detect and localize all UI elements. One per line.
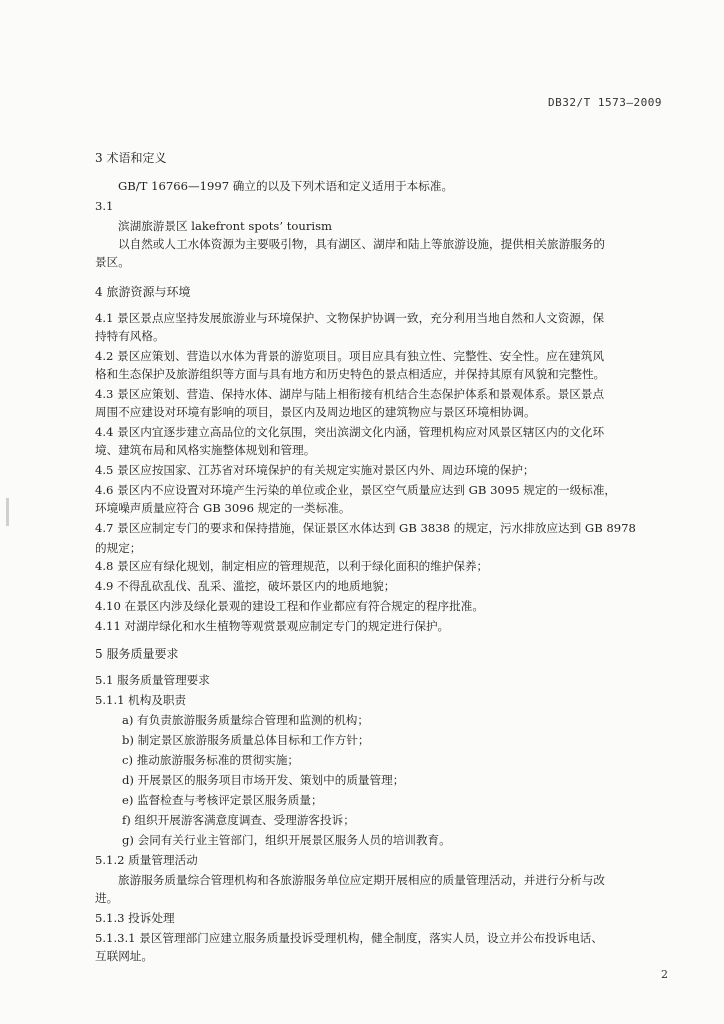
clause-4-4-line: 4.4 景区内宜逐步建立高品位的文化氛围，突出滨湖文化内涵，管理机构应对风景区辖区内的文化环 (95, 425, 605, 439)
clause-4-3-line: 周围不应建设对环境有影响的项目，景区内及周边地区的建筑物应与景区环境相协调。 (95, 405, 536, 419)
term-heading: 滨湖旅游景区 lakefront spots’ tourism (118, 219, 333, 233)
clause-4-7-line: 4.7 景区应制定专门的要求和保持措施，保证景区水体达到 GB 3838 的规定，污水排放应达到 GB 8978 (95, 521, 636, 535)
clause-4-10-line: 4.10 在景区内涉及绿化景观的建设工程和作业都应有符合规定的程序批准。 (95, 599, 484, 613)
paragraph-line: 景区。 (95, 255, 130, 269)
clause-5-1-3-1-line: 5.1.3.1 景区管理部门应建立服务质量投诉受理机构，健全制度，落实人员，设立并公布投诉电话、 (95, 931, 603, 945)
clause-4-1-line: 持特有风格。 (95, 329, 165, 343)
clause-4-5-line: 4.5 景区应按国家、江苏省对环境保护的有关规定实施对景区内外、周边环境的保护； (95, 463, 535, 477)
clause-4-7-line: 的规定； (95, 541, 142, 555)
list-item-f: f) 组织开展游客满意度调查、受理游客投诉； (122, 813, 355, 827)
clause-number: 3.1 (95, 199, 114, 213)
paragraph-line: 进。 (95, 891, 119, 905)
clause-4-2-line: 4.2 景区应策划、营造以水体为背景的游览项目。项目应具有独立性、完整性、安全性。应在建筑风 (95, 349, 605, 363)
clause-4-4-line: 境、建筑布局和风格实施整体规划和管理。 (95, 443, 316, 457)
clause-4-2-line: 格和生态保护及旅游组织等方面与具有地方和历史特色的景点相适应，并保持其原有风貌和完整性。 (95, 367, 606, 381)
clause-4-8-line: 4.8 景区应有绿化规划，制定相应的管理规范，以利于绿化面积的维护保养； (95, 559, 489, 573)
section-5-title: 5 服务质量要求 (95, 647, 179, 661)
standard-code-header: DB32/T 1573—2009 (548, 96, 662, 109)
list-item-g: g) 会同有关行业主管部门，组织开展景区服务人员的培训教育。 (122, 833, 451, 847)
list-item-c: c) 推动旅游服务标准的贯彻实施； (122, 753, 300, 767)
paragraph-line: 旅游服务质量综合管理机构和各旅游服务单位应定期开展相应的质量管理活动，并进行分析与改 (118, 873, 605, 887)
section-4-title: 4 旅游资源与环境 (95, 285, 191, 299)
subsection-5-1-1-title: 5.1.1 机构及职责 (95, 693, 187, 707)
list-item-d: d) 开展景区的服务项目市场开发、策划中的质量管理； (122, 773, 405, 787)
paragraph-line: 以自然或人工水体资源为主要吸引物，具有湖区、湖岸和陆上等旅游设施，提供相关旅游服务的 (118, 237, 605, 251)
clause-4-6-line: 4.6 景区内不应设置对环境产生污染的单位或企业，景区空气质量应达到 GB 3095 规定的一级标准， (95, 483, 617, 497)
clause-4-1-line: 4.1 景区景点应坚持发展旅游业与环境保护、文物保护协调一致，充分利用当地自然和人文资源，保 (95, 311, 605, 325)
subsection-5-1-2-title: 5.1.2 质量管理活动 (95, 853, 198, 867)
page-number: 2 (661, 968, 668, 981)
clause-4-3-line: 4.3 景区应策划、营造、保持水体、湖岸与陆上相衔接有机结合生态保护体系和景观体系。景区景点 (95, 387, 605, 401)
clause-4-11-line: 4.11 对湖岸绿化和水生植物等观赏景观应制定专门的规定进行保护。 (95, 619, 450, 633)
clause-4-9-line: 4.9 不得乱砍乱伐、乱采、滥挖，破坏景区内的地质地貌； (95, 579, 396, 593)
paragraph-line: GB/T 16766—1997 确立的以及下列术语和定义适用于本标准。 (118, 179, 454, 193)
clause-4-6-line: 环境噪声质量应符合 GB 3096 规定的一类标准。 (95, 501, 351, 515)
list-item-e: e) 监督检查与考核评定景区服务质量； (122, 793, 323, 807)
section-3-title: 3 术语和定义 (95, 151, 167, 165)
list-item-b: b) 制定景区旅游服务质量总体目标和工作方针； (122, 733, 370, 747)
clause-5-1-3-1-line: 互联网址。 (95, 949, 153, 963)
subsection-5-1-3-title: 5.1.3 投诉处理 (95, 911, 175, 925)
list-item-a: a) 有负责旅游服务质量综合管理和监测的机构； (122, 713, 369, 727)
subsection-5-1-title: 5.1 服务质量管理要求 (95, 673, 210, 687)
scan-edge-mark (6, 498, 9, 526)
